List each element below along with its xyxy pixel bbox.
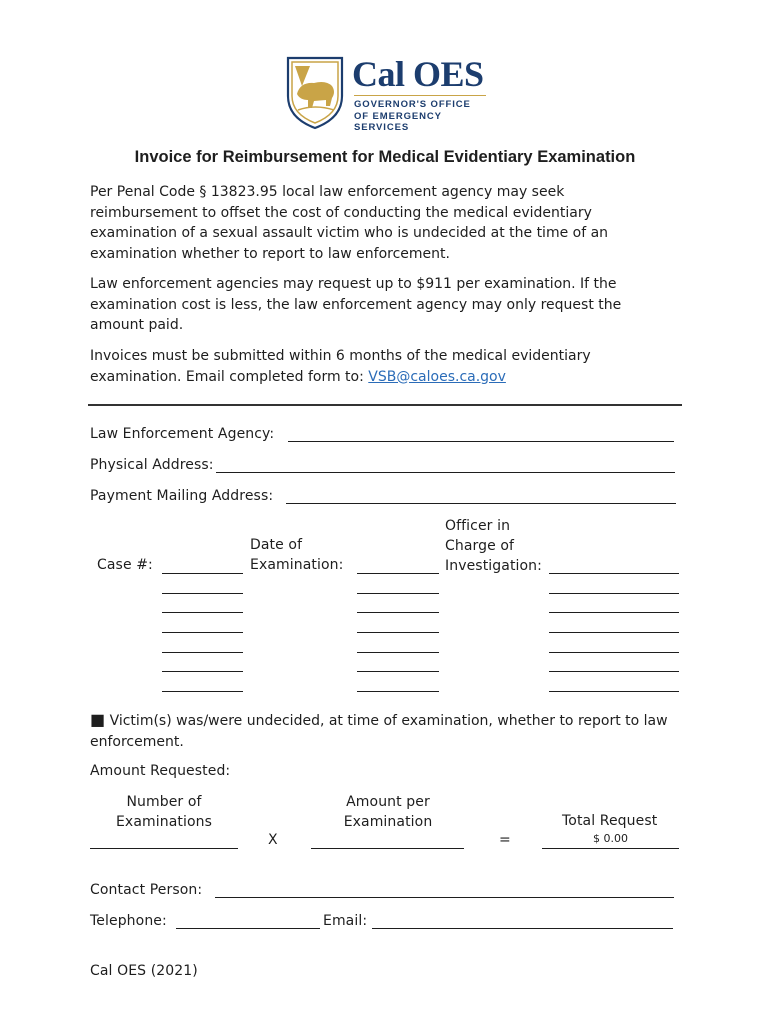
footer-text: Cal OES (2021) bbox=[90, 963, 198, 979]
physical-address-label: Physical Address: bbox=[90, 457, 214, 473]
amount-per-exam-field[interactable] bbox=[311, 848, 464, 849]
exam-date-label-line-2: Examination: bbox=[250, 557, 344, 573]
num-exams-label bbox=[90, 792, 238, 832]
officer-label-line-2: Charge of bbox=[445, 538, 515, 554]
brand-rule bbox=[354, 95, 486, 96]
exam-date-label-line-1: Date of bbox=[250, 537, 303, 553]
intro-paragraph-1: Per Penal Code § 13823.95 local law enforcement agency may seek reimbursement to offset the cost of conducting the medical evidentiary examination of a sexual assault victim who is undecided at the time of an examination whether to report to law enforcement. bbox=[90, 184, 609, 262]
amount-per-exam-label bbox=[312, 792, 464, 832]
case-number-field[interactable] bbox=[162, 612, 243, 613]
page-title: Invoice for Reimbursement for Medical Evidentiary Examination bbox=[134, 148, 636, 166]
officer-field[interactable] bbox=[549, 632, 679, 633]
mailing-address-label: Payment Mailing Address: bbox=[90, 488, 274, 504]
intro-paragraph-2: Law enforcement agencies may request up to $911 per examination. If the examination cost is less, the law enforcement agency may only request the amount paid. bbox=[90, 276, 622, 333]
officer-field[interactable] bbox=[549, 573, 679, 574]
multiply-sign: X bbox=[268, 832, 278, 848]
officer-field[interactable] bbox=[549, 671, 679, 672]
telephone-label: Telephone: bbox=[90, 913, 167, 929]
brand-line-1: GOVERNOR'S OFFICE bbox=[354, 99, 471, 110]
equals-sign: = bbox=[499, 832, 511, 848]
cal-oes-logo bbox=[284, 52, 494, 133]
undecided-checkbox[interactable]: ■ bbox=[90, 710, 106, 729]
total-request-field bbox=[542, 848, 679, 849]
brand-line-2: OF EMERGENCY SERVICES bbox=[354, 111, 442, 133]
exam-date-field[interactable] bbox=[357, 573, 439, 574]
num-exams-label-line-1: Number of bbox=[126, 794, 202, 810]
brand-name: Cal OES bbox=[352, 54, 484, 94]
case-number-field[interactable] bbox=[162, 652, 243, 653]
exam-date-field[interactable] bbox=[357, 652, 439, 653]
num-exams-label-line-2: Examinations bbox=[115, 814, 212, 830]
email-label: Email: bbox=[323, 913, 368, 929]
submission-instructions: Invoices must be submitted within 6 months of the medical evidentiary examination. Email completed form to: bbox=[90, 348, 591, 385]
officer-field[interactable] bbox=[549, 612, 679, 613]
intro-paragraph-3 bbox=[90, 346, 670, 387]
num-exams-field[interactable] bbox=[90, 848, 238, 849]
case-number-field[interactable] bbox=[162, 671, 243, 672]
amount-requested-heading: Amount Requested: bbox=[90, 763, 231, 779]
california-bear-seal-icon bbox=[284, 52, 346, 130]
amount-per-exam-label-line-2: Examination bbox=[343, 814, 433, 830]
physical-address-field[interactable] bbox=[216, 452, 675, 473]
undecided-checkbox-row bbox=[90, 710, 670, 752]
officer-field[interactable] bbox=[549, 593, 679, 594]
officer-field[interactable] bbox=[549, 691, 679, 692]
case-number-field[interactable] bbox=[162, 691, 243, 692]
contact-person-label: Contact Person: bbox=[90, 882, 203, 898]
email-link[interactable]: VSB@caloes.ca.gov bbox=[368, 368, 506, 385]
undecided-checkbox-label: Victim(s) was/were undecided, at time of examination, whether to report to law enforcement. bbox=[90, 713, 668, 750]
total-request-value[interactable]: $ 0.00 bbox=[593, 832, 628, 845]
exam-date-field[interactable] bbox=[357, 593, 439, 594]
agency-field[interactable] bbox=[288, 421, 674, 442]
contact-person-field[interactable] bbox=[215, 877, 674, 898]
officer-label bbox=[445, 516, 542, 576]
amount-per-exam-label-line-1: Amount per bbox=[346, 794, 430, 810]
total-request-label: Total Request bbox=[562, 813, 658, 829]
exam-date-field[interactable] bbox=[357, 671, 439, 672]
officer-field[interactable] bbox=[549, 652, 679, 653]
officer-label-line-1: Officer in bbox=[445, 518, 511, 534]
case-number-label: Case #: bbox=[97, 557, 153, 573]
case-number-field[interactable] bbox=[162, 632, 243, 633]
exam-date-label bbox=[250, 535, 343, 575]
email-field[interactable] bbox=[372, 908, 673, 929]
officer-label-line-3: Investigation: bbox=[445, 558, 542, 574]
section-divider bbox=[88, 404, 682, 406]
agency-label: Law Enforcement Agency: bbox=[90, 426, 275, 442]
exam-date-field[interactable] bbox=[357, 632, 439, 633]
exam-date-field[interactable] bbox=[357, 691, 439, 692]
exam-date-field[interactable] bbox=[357, 612, 439, 613]
mailing-address-field[interactable] bbox=[286, 483, 676, 504]
case-number-field[interactable] bbox=[162, 593, 243, 594]
case-number-field[interactable] bbox=[162, 573, 243, 574]
telephone-field[interactable] bbox=[176, 908, 320, 929]
